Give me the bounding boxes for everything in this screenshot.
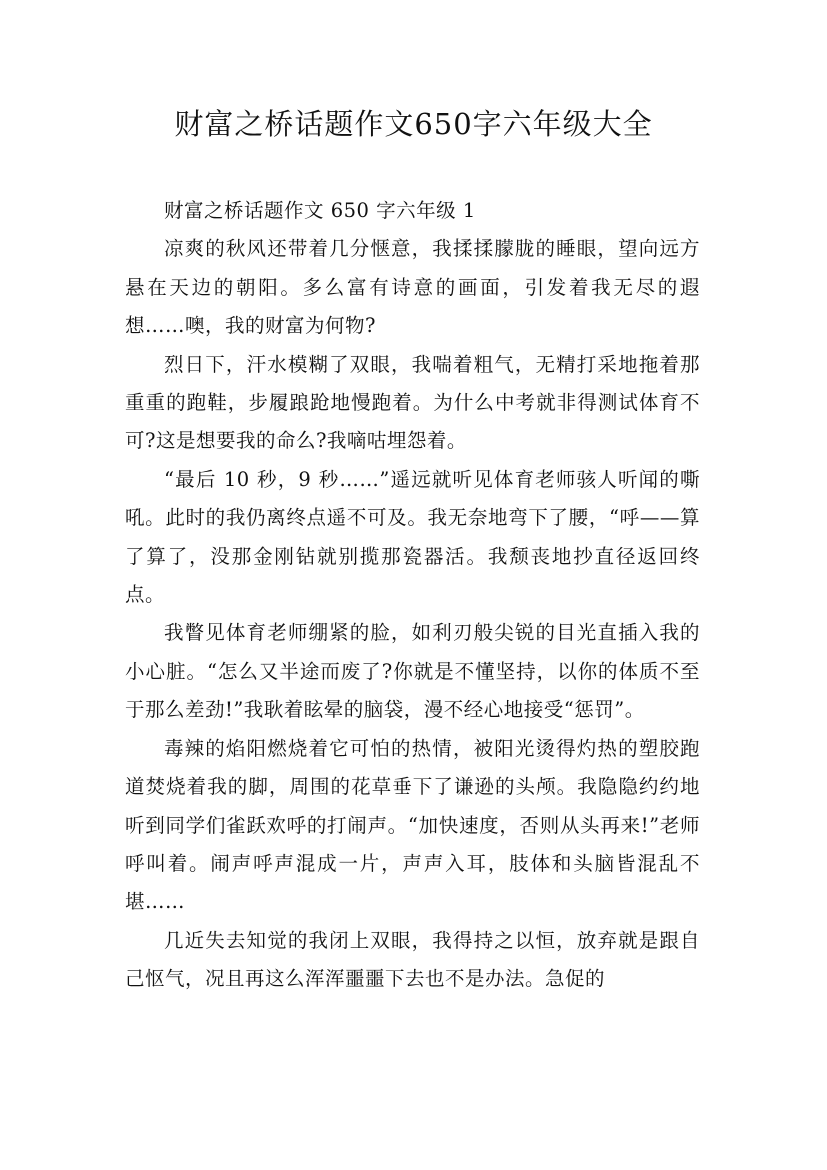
paragraph: “最后 10 秒，9 秒……”遥远就听见体育老师骇人听闻的嘶吼。此时的我仍离终点遥不可及。我无奈地弯下了腰，“呼——算了算了，没那金刚钻就别揽那瓷器活。我颓丧地抄直径返回终点。 <box>125 467 700 607</box>
document-body <box>125 192 700 999</box>
document-title: 财富之桥话题作文650字六年级大全 <box>174 107 653 141</box>
paragraph: 毒辣的焰阳燃烧着它可怕的热情，被阳光烫得灼热的塑胶跑道焚烧着我的脚，周围的花草垂下了谦逊的头颅。我隐隐约约地听到同学们雀跃欢呼的打闹声。“加快速度，否则从头再来!”老师呼叫着。闹声呼声混成一片，声声入耳，肢体和头脑皆混乱不堪…… <box>125 736 700 914</box>
paragraph: 几近失去知觉的我闭上双眼，我得持之以恒，放弃就是跟自己怄气，况且再这么浑浑噩噩下去也不是办法。急促的 <box>125 928 700 991</box>
paragraph: 凉爽的秋风还带着几分惬意，我揉揉朦胧的睡眼，望向远方悬在天边的朝阳。多么富有诗意的画面，引发着我无尽的遐想……噢，我的财富为何物? <box>125 237 700 338</box>
paragraph: 我瞥见体育老师绷紧的脸，如利刃般尖锐的目光直插入我的小心脏。“怎么又半途而废了?你就是不懂坚持，以你的体质不至于那么差劲!”我耿着眩晕的脑袋，漫不经心地接受“惩罚”。 <box>125 621 700 722</box>
section-heading: 财富之桥话题作文 650 字六年级 1 <box>164 199 476 222</box>
paragraph: 烈日下，汗水模糊了双眼，我喘着粗气，无精打采地拖着那重重的跑鞋，步履踉跄地慢跑着。为什么中考就非得测试体育不可?这是想要我的命么?我嘀咕埋怨着。 <box>125 352 700 453</box>
